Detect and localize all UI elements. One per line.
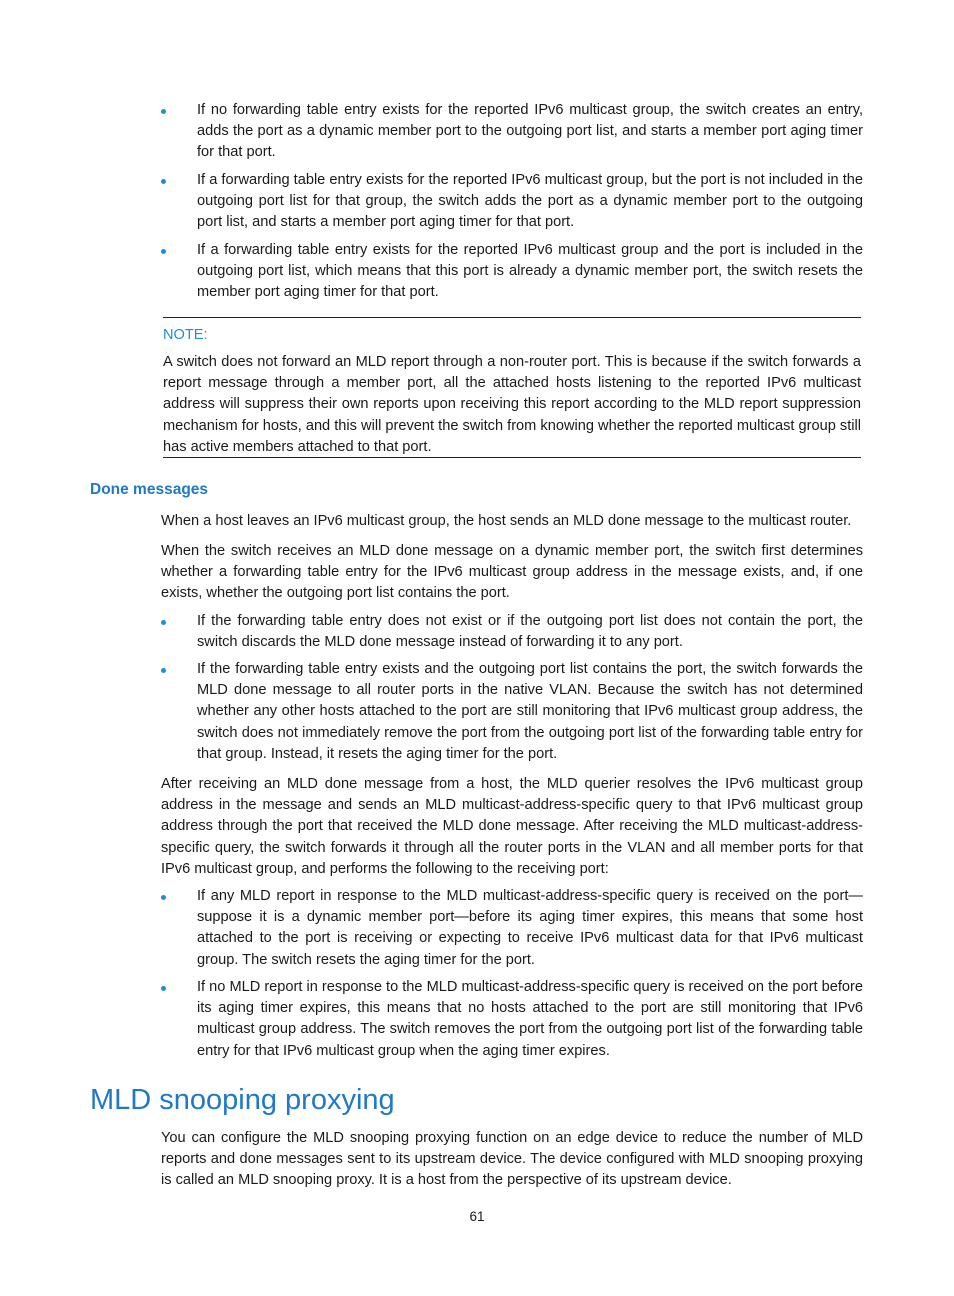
section-heading-mld-snooping-proxying: MLD snooping proxying bbox=[90, 1084, 395, 1116]
bullet-icon bbox=[161, 249, 166, 254]
paragraph: When a host leaves an IPv6 multicast group, the host sends an MLD done message to the multicast router. bbox=[161, 513, 852, 529]
note-body: A switch does not forward an MLD report through a non-router port. This is because if the switch forwards a report message through a member port, all the attached hosts listening to the reported IPv6 multicast address will suppress their own reports upon receiving this report according to the MLD report suppression mechanism for hosts, and this will prevent the switch from knowing whether the reported multicast group still has active members attached to that port. bbox=[163, 354, 861, 455]
bullet-icon bbox=[161, 895, 166, 900]
note-label: NOTE: bbox=[163, 327, 208, 343]
paragraph: You can configure the MLD snooping proxying function on an edge device to reduce the number of MLD reports and done messages sent to its upstream device. The device configured with MLD snooping proxying is called an MLD snooping proxy. It is a host from the perspective of its upstream device. bbox=[161, 1130, 863, 1189]
bullet-icon bbox=[161, 109, 166, 114]
note-top-rule bbox=[163, 317, 861, 318]
bullet-icon bbox=[161, 620, 166, 625]
bullet-icon bbox=[161, 179, 166, 184]
paragraph: When the switch receives an MLD done message on a dynamic member port, the switch first determines whether a forwarding table entry for the IPv6 multicast group address in the message exists, and, if one exists, whether the outgoing port list contains the port. bbox=[161, 543, 863, 602]
bullet-icon bbox=[161, 986, 166, 991]
section-heading-done-messages: Done messages bbox=[90, 481, 209, 498]
bullet-icon bbox=[161, 668, 166, 673]
page-number: 61 bbox=[469, 1209, 485, 1224]
note-bottom-rule bbox=[163, 457, 861, 458]
paragraph: After receiving an MLD done message from a host, the MLD querier resolves the IPv6 multicast group address in the message and sends an MLD multicast-address-specific query to that IPv6 multicast group address through the port that received the MLD done message. After receiving the MLD multicast-address-specific query, the switch forwards it through all the router ports in the VLAN and all member ports for that IPv6 multicast group, and performs the following to the receiving port: bbox=[161, 776, 863, 877]
